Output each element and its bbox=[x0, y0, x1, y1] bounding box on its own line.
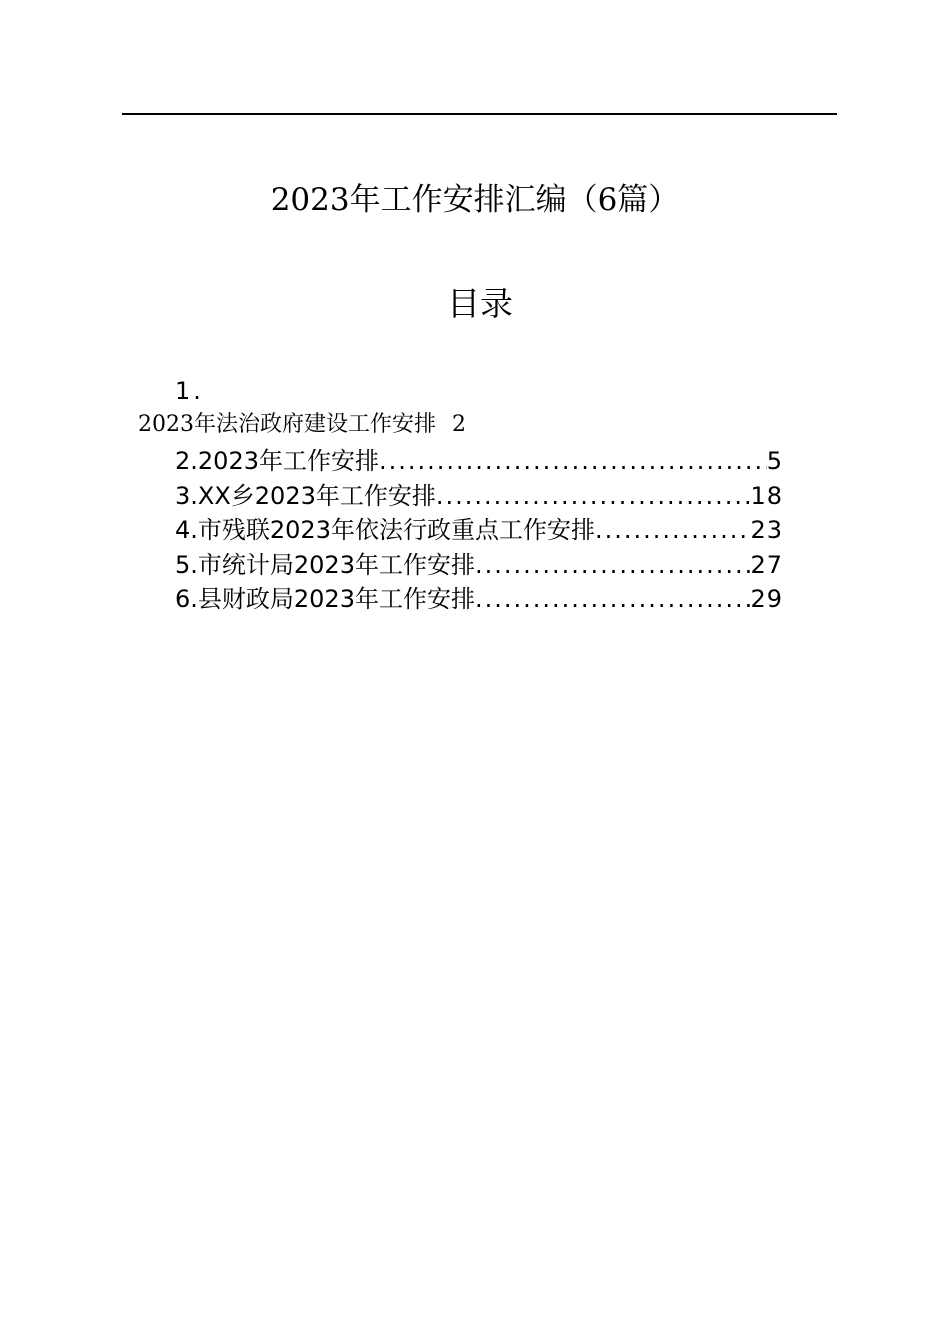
toc-list bbox=[175, 444, 783, 617]
toc-entry-1-page: 2 bbox=[452, 412, 466, 437]
toc-leader-dots bbox=[475, 548, 750, 583]
toc-entry-1[interactable] bbox=[138, 410, 466, 440]
toc-leader-dots bbox=[379, 444, 767, 479]
toc-entry-4[interactable] bbox=[175, 513, 783, 548]
toc-entry-page: 29 bbox=[750, 585, 783, 614]
toc-entry-label: 5.市统计局2023年工作安排 bbox=[175, 550, 475, 579]
toc-entry-1-number: 1. bbox=[175, 377, 204, 405]
toc-entry-1-label: 2023年法治政府建设工作安排 bbox=[138, 412, 436, 437]
toc-entry-3[interactable] bbox=[175, 479, 783, 514]
toc-heading: 目录 bbox=[447, 284, 513, 323]
toc-entry-page: 27 bbox=[750, 550, 783, 579]
toc-entry-label: 4.市残联2023年依法行政重点工作安排 bbox=[175, 516, 595, 545]
toc-entry-page: 5 bbox=[766, 447, 783, 475]
toc-leader-dots bbox=[475, 582, 750, 617]
document-title: 2023年工作安排汇编（6篇） bbox=[270, 182, 680, 218]
toc-entry-label: 2.2023年工作安排 bbox=[175, 447, 379, 475]
toc-entry-2[interactable] bbox=[175, 444, 783, 479]
toc-leader-dots bbox=[595, 513, 750, 548]
header-rule bbox=[122, 113, 837, 115]
toc-entry-6[interactable] bbox=[175, 582, 783, 617]
toc-entry-label: 3.XX乡2023年工作安排 bbox=[175, 481, 436, 510]
toc-leader-dots bbox=[436, 479, 751, 514]
toc-entry-page: 18 bbox=[750, 481, 783, 510]
toc-entry-label: 6.县财政局2023年工作安排 bbox=[175, 585, 475, 614]
toc-entry-page: 23 bbox=[750, 516, 783, 545]
toc-entry-5[interactable] bbox=[175, 548, 783, 583]
